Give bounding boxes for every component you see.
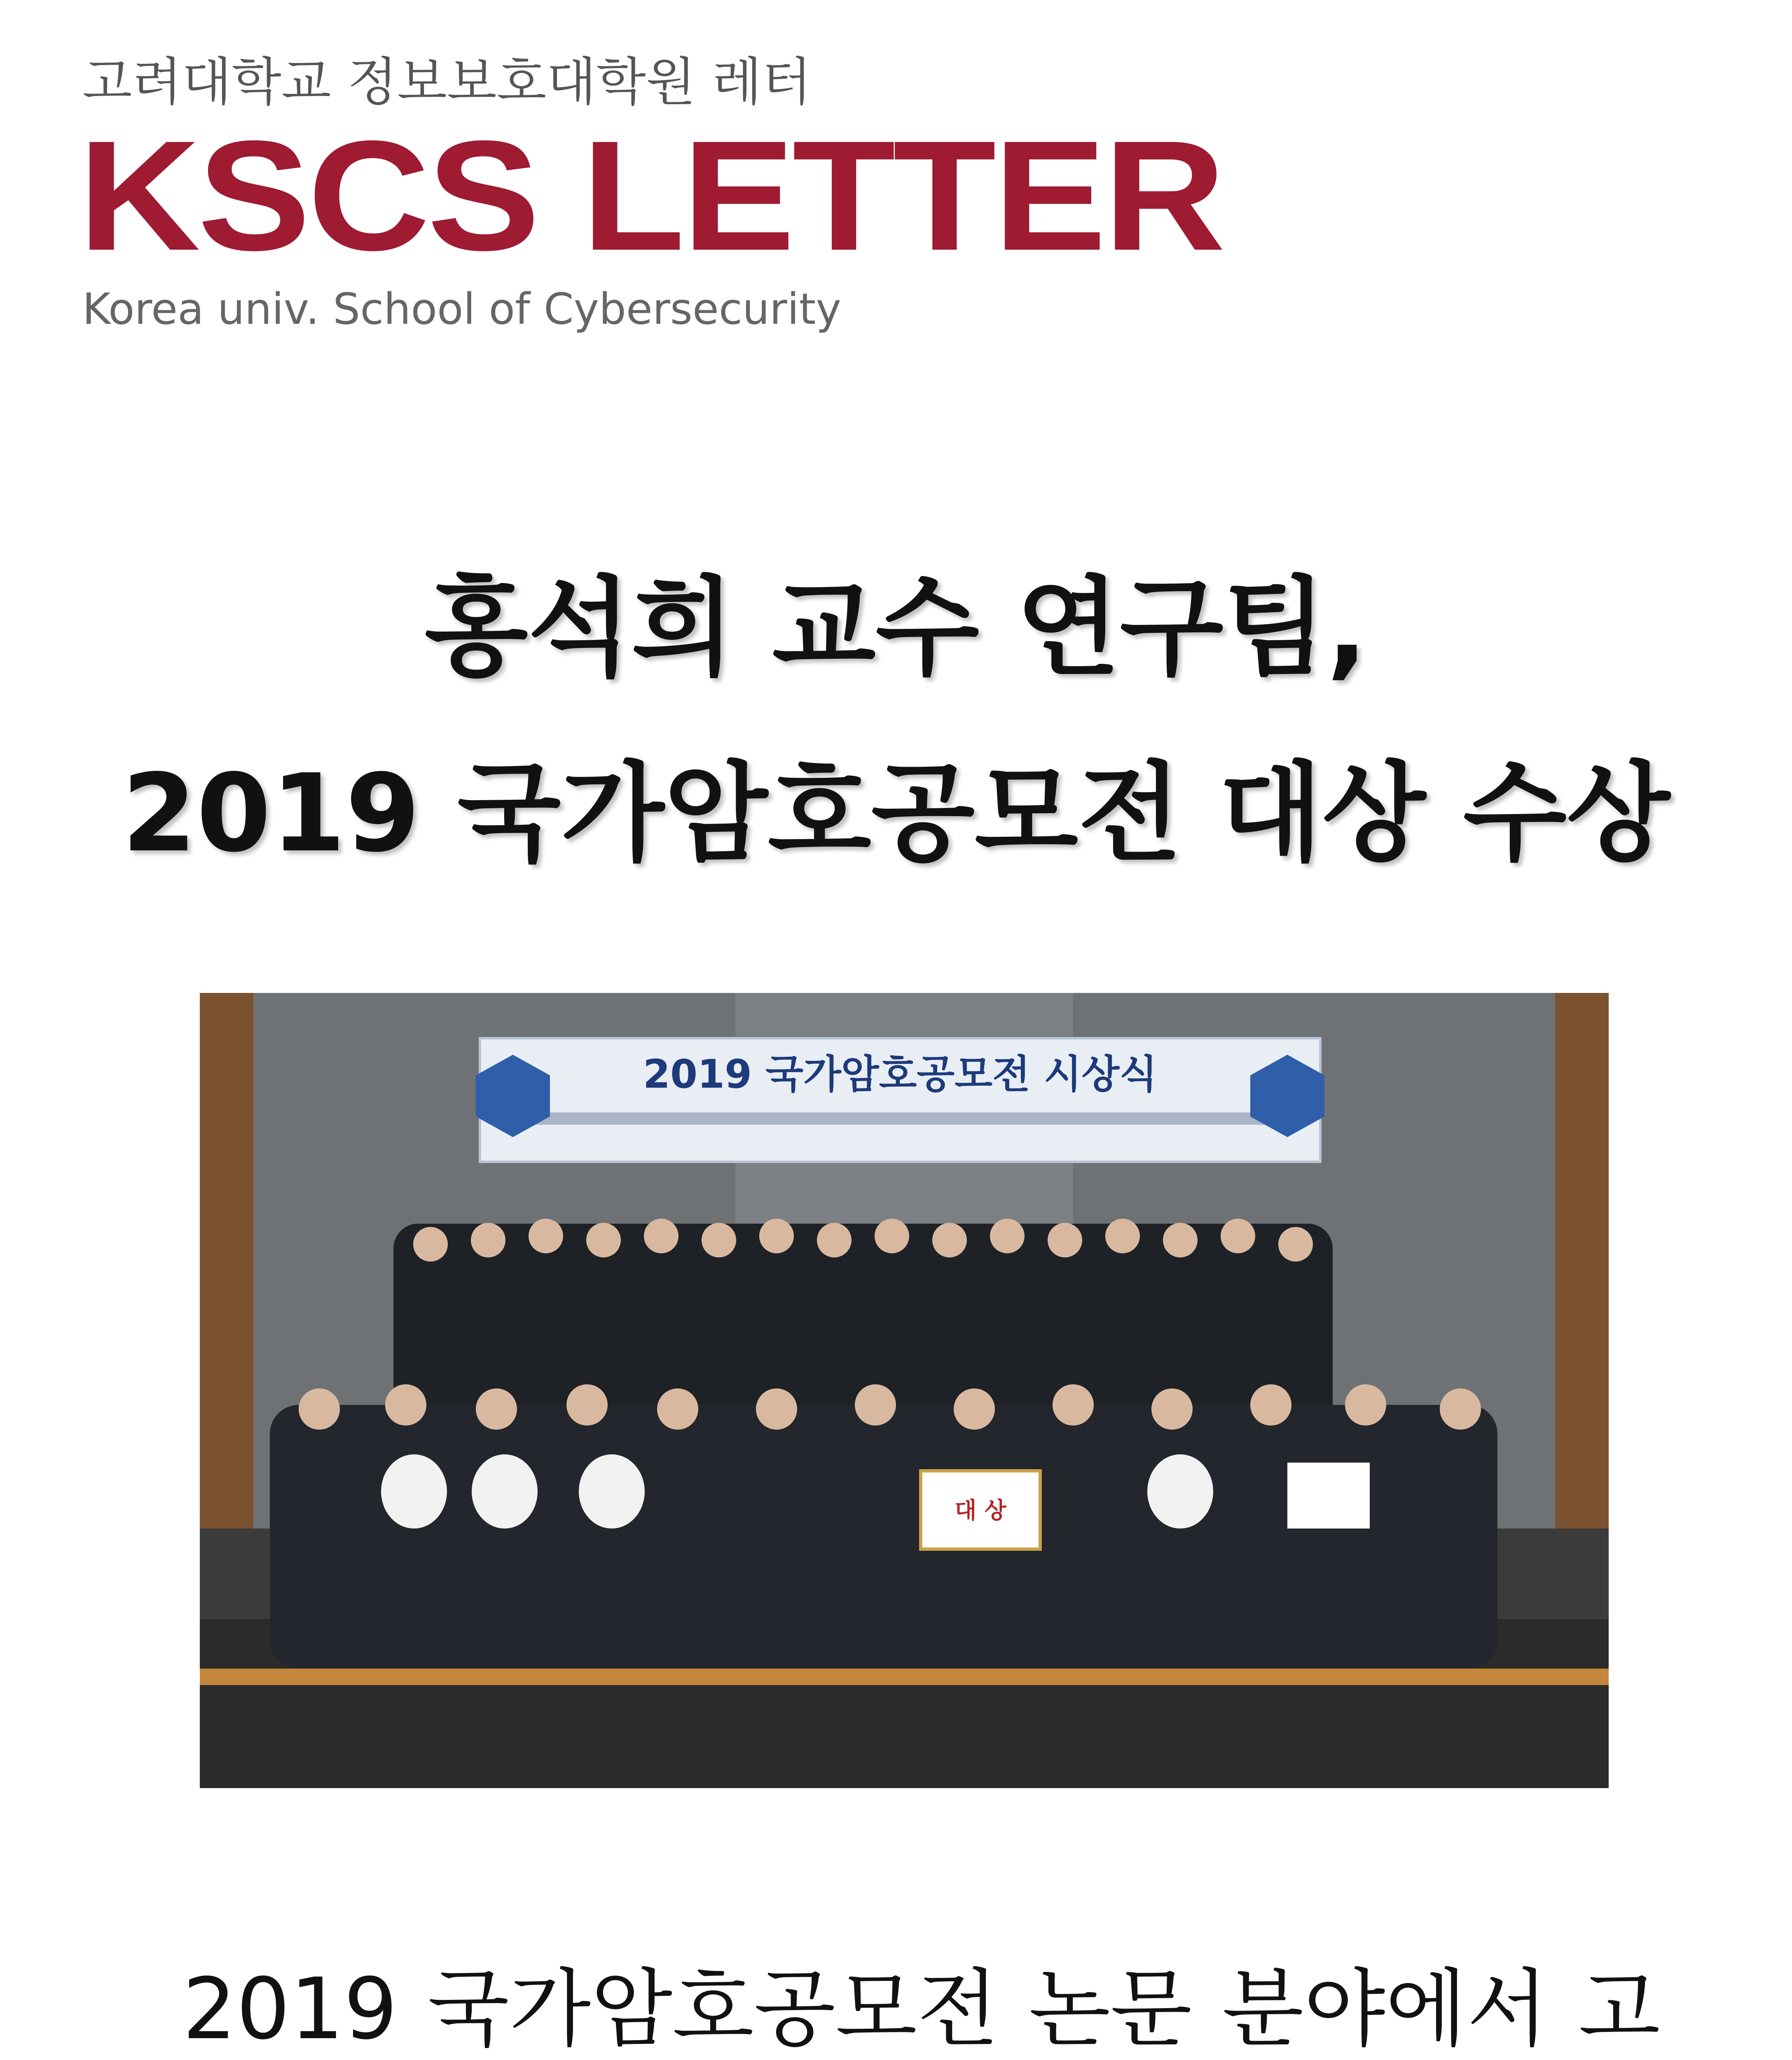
photo-scene (200, 993, 1609, 1788)
page-title (0, 536, 1792, 906)
award-ceremony-photo (200, 993, 1609, 1788)
masthead-subtitle: Korea univ. School of Cybersecurity (82, 284, 841, 334)
headline-line-1: 홍석희 교수 연구팀, (424, 566, 1368, 691)
banner-title: 2019 국가암호공모전 시상식 (643, 1052, 1158, 1097)
masthead-logo: KSCS LETTER (78, 108, 1223, 283)
article-paragraph: 2019 국가암호공모전 논문 분야에서 고 (182, 1960, 1660, 2058)
headline-line-2: 2019 국가암호공모전 대상 수상 (122, 751, 1670, 876)
masthead-korean-title: 고려대학교 정보보호대학원 레터 (82, 52, 812, 112)
certificate-label: 대 상 (954, 1497, 1006, 1524)
